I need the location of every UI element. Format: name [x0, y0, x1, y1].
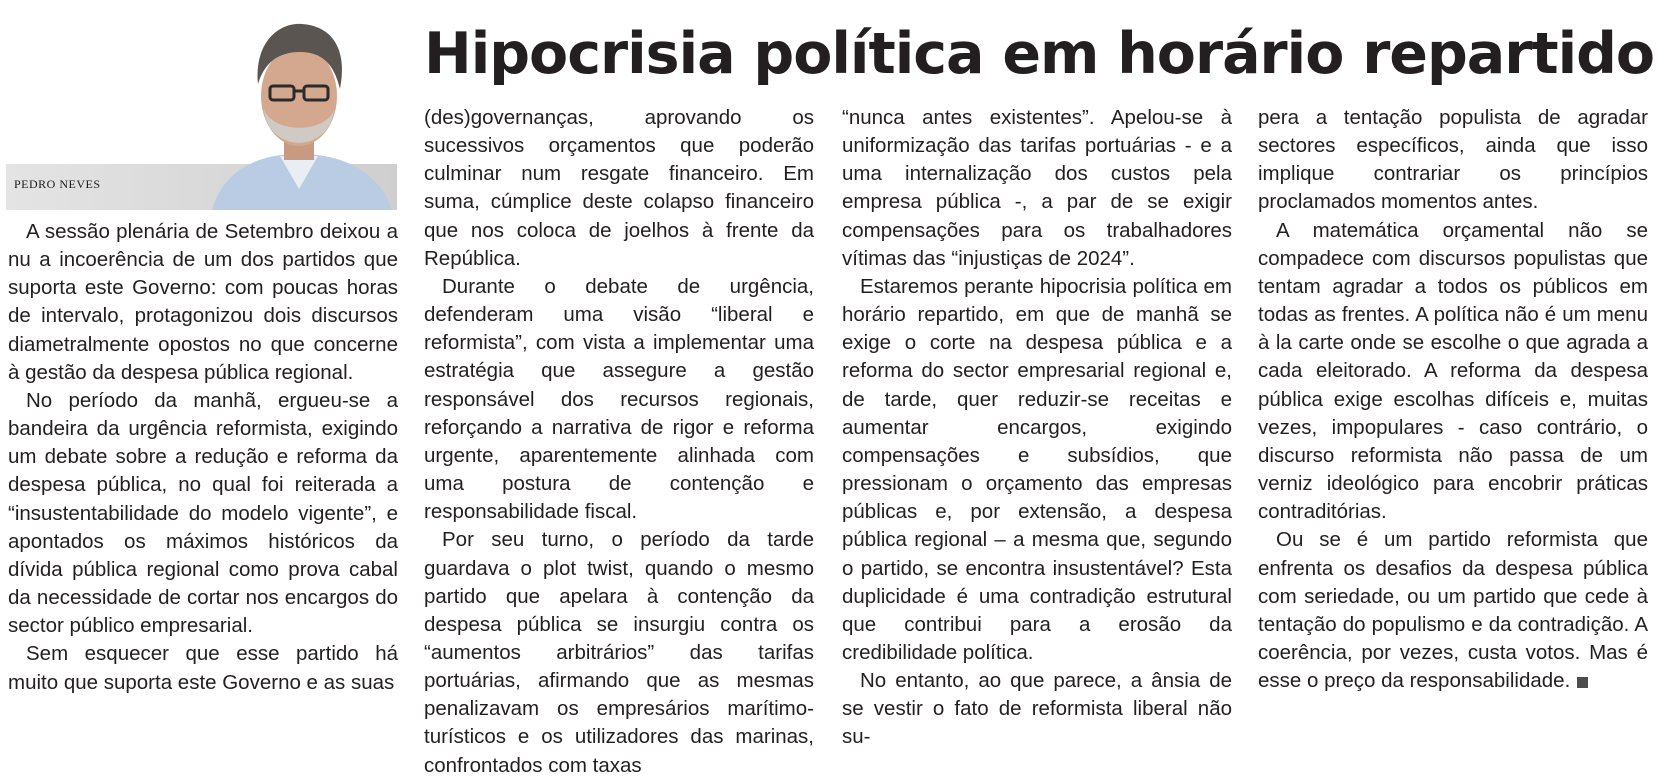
- paragraph: Por seu turno, o período da tarde guardava o plot twist, quando o mesmo partido que apelara à contenção da despesa pública se insurgiu contra os “aumentos arbitrários” das tarifas portuárias, afirmando que as mesmas penalizavam os empresários marítimo-turísticos e os utilizadores das marinas, confrontados com taxas: [424, 528, 814, 777]
- paragraph-text: Ou se é um partido reformista que enfrenta os desafios da despesa pública com seriedade, ou um partido que cede à tentação do populismo e da contradição. A coerência, por vezes, custa votos. Mas é esse o preço da responsabilidade.: [1258, 528, 1648, 693]
- paragraph: Sem esquecer que esse partido há muito que suporta este Governo e as suas: [8, 642, 398, 694]
- article-column-4: [1258, 104, 1648, 695]
- article-column-1: [8, 218, 398, 697]
- paragraph: Durante o debate de urgência, defenderam uma visão “liberal e reformista”, com vista a implementar uma estratégia que assegure a gestão responsável dos recursos regionais, reforçando a narrativa de rigor e reforma urgente, aparentemente alinhada com uma postura de contenção e responsabilidade fiscal.: [424, 274, 814, 524]
- paragraph: No entanto, ao que parece, a ânsia de se vestir o fato de reformista liberal não su-: [842, 669, 1232, 749]
- article-column-3: [842, 104, 1232, 752]
- paragraph: No período da manhã, ergueu-se a bandeira da urgência reformista, exigindo um debate sobre a redução e reforma da despesa pública, no qual foi reiterada a “insustentabilidade do modelo vigente”, e apontados os máximos históricos da dívida pública regional como prova cabal da necessidade de cortar nos encargos do sector público empresarial.: [8, 388, 398, 638]
- paragraph: A matemática orçamental não se compadece com discursos populistas que tentam agradar a todos os públicos em todas as frentes. A política não é um menu à la carte onde se escolhe o que agrada a cada eleitorado. A reforma da despesa pública exige escolhas difíceis e, muitas vezes, impopulares - caso contrário, o discurso reformista não passa de um verniz ideológico para encobrir práticas contraditórias.: [1258, 218, 1648, 524]
- author-portrait: [202, 14, 397, 210]
- end-of-article-mark: [1577, 677, 1588, 688]
- headline: Hipocrisia política em horário repartido: [424, 21, 1655, 87]
- paragraph: “nunca antes existentes”. Apelou-se à uniformização das tarifas portuárias - e a uma internalização dos custos pela empresa pública -, a par de se exigir compensações para os trabalhadores vítimas das “injustiças de 2024”.: [842, 106, 1232, 270]
- paragraph: (des)governanças, aprovando os sucessivos orçamentos que poderão culminar num resgate financeiro. Em suma, cúmplice deste colapso financeiro que nos coloca de joelhos à frente da República.: [424, 106, 814, 270]
- paragraph: A sessão plenária de Setembro deixou a nu a incoerência de um dos partidos que suporta este Governo: com poucas horas de intervalo, protagonizou dois discursos diametralmente opostos no que concerne à gestão da despesa pública regional.: [8, 220, 398, 384]
- paragraph: pera a tentação populista de agradar sectores específicos, ainda que isso implique contrariar os princípios proclamados momentos antes.: [1258, 106, 1648, 214]
- article-column-2: [424, 104, 814, 780]
- paragraph: Estaremos perante hipocrisia política em horário repartido, em que de manhã se exige o corte na despesa pública e a reforma do sector empresarial regional e, de tarde, quer reduzir-se receitas e aumentar encargos, exigindo compensações e subsídios, que pressionam o orçamento das empresas públicas e, por extensão, a despesa pública regional – a mesma que, segundo o partido, se encontra insustentável? Esta duplicidade é uma contradição estrutural que contribui para a erosão da credibilidade política.: [842, 274, 1232, 664]
- paragraph: [1258, 526, 1648, 695]
- author-photo: [6, 14, 397, 210]
- author-name: PEDRO NEVES: [14, 177, 101, 191]
